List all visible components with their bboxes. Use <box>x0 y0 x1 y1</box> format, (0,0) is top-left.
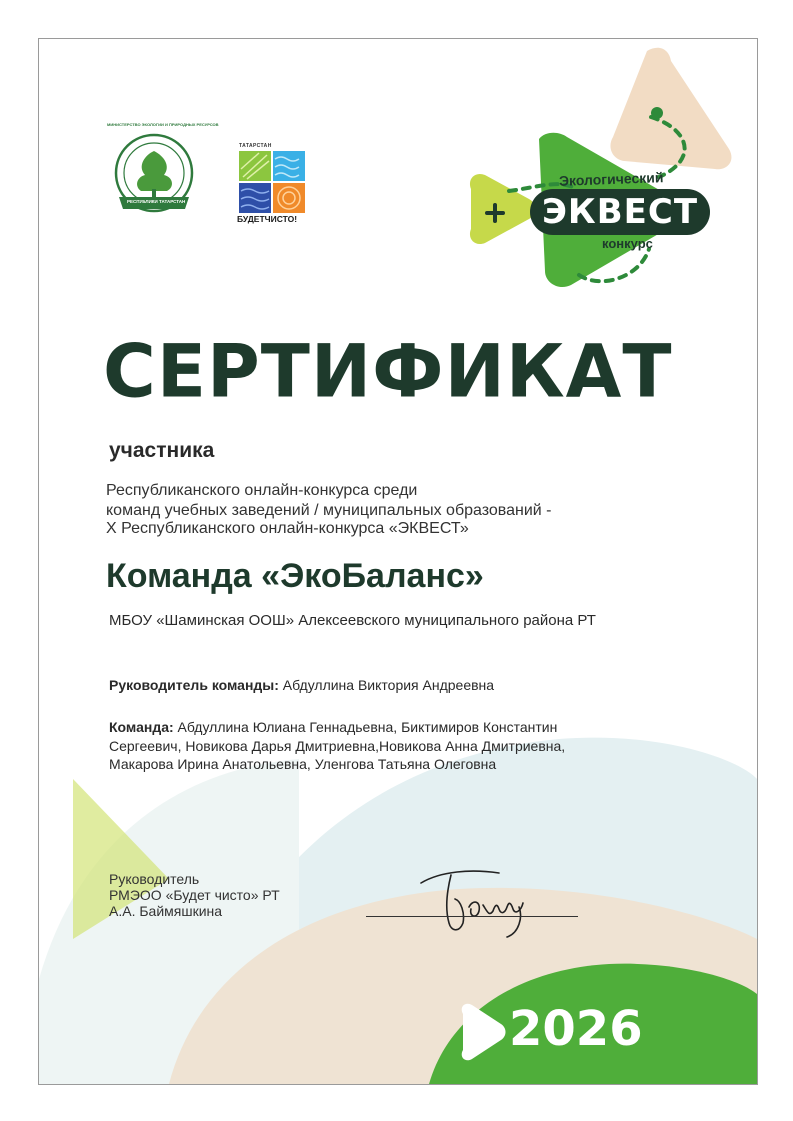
ministry-ribbon-text: РЕСПУБЛИКИ ТАТАРСТАН <box>127 199 186 204</box>
ekvest-logo-bottom-text: конкурс <box>602 236 653 251</box>
handwritten-signature <box>411 861 536 941</box>
year: 2026 <box>509 1001 643 1057</box>
ekvest-logo-main: ЭКВЕСТ <box>530 189 710 235</box>
certificate-title: СЕРТИФИКАТ <box>103 328 673 414</box>
ekvest-logo-top-text: Экологический <box>558 169 664 189</box>
team-members-text: Абдуллина Юлиана Геннадьевна, Биктимиров Константин <box>173 719 558 735</box>
ministry-ring-text: МИНИСТЕРСТВО ЭКОЛОГИИ И ПРИРОДНЫХ РЕСУРСОВ <box>107 122 219 127</box>
signature-line <box>366 916 578 917</box>
description-line: Республиканского онлайн-конкурса среди <box>106 482 418 499</box>
four-tiles-icon <box>239 151 305 213</box>
signatory-position: Руководитель <box>109 871 200 887</box>
certificate-page <box>38 38 758 1085</box>
signatory-name: А.А. Баймяшкина <box>109 903 223 919</box>
team-name: Команда «ЭкоБаланс» <box>106 557 484 595</box>
description-line: команд учебных заведений / муниципальных образований - <box>106 502 552 519</box>
team-label: Команда: <box>109 719 174 735</box>
leader-name: Абдуллина Виктория Андреевна <box>278 677 495 693</box>
budet-chisto-bottom-text: БУДЕТЧИСТО! <box>237 214 298 224</box>
budet-chisto-logo <box>237 143 317 225</box>
ministry-logo <box>107 122 219 221</box>
team-members-line: Сергеевич, Новикова Дарья Дмитриевна,Новикова Анна Дмитриевна, <box>109 738 566 754</box>
school-name: МБОУ «Шаминская ООШ» Алексеевского муниципального района РТ <box>109 612 596 629</box>
team-members-line <box>109 719 557 735</box>
leader-row <box>109 677 494 693</box>
signatory-organization: РМЭОО «Будет чисто» РТ <box>109 887 280 903</box>
budet-chisto-top-text: ТАТАРСТАН <box>239 143 272 149</box>
ministry-emblem-icon <box>109 131 199 221</box>
description-line: X Республиканского онлайн-конкурса «ЭКВЕСТ» <box>106 520 469 537</box>
certificate-subtitle: участника <box>109 439 215 462</box>
team-members-line: Макарова Ирина Анатольевна, Уленгова Татьяна Олеговна <box>109 756 497 772</box>
leader-label: Руководитель команды: <box>109 677 279 693</box>
